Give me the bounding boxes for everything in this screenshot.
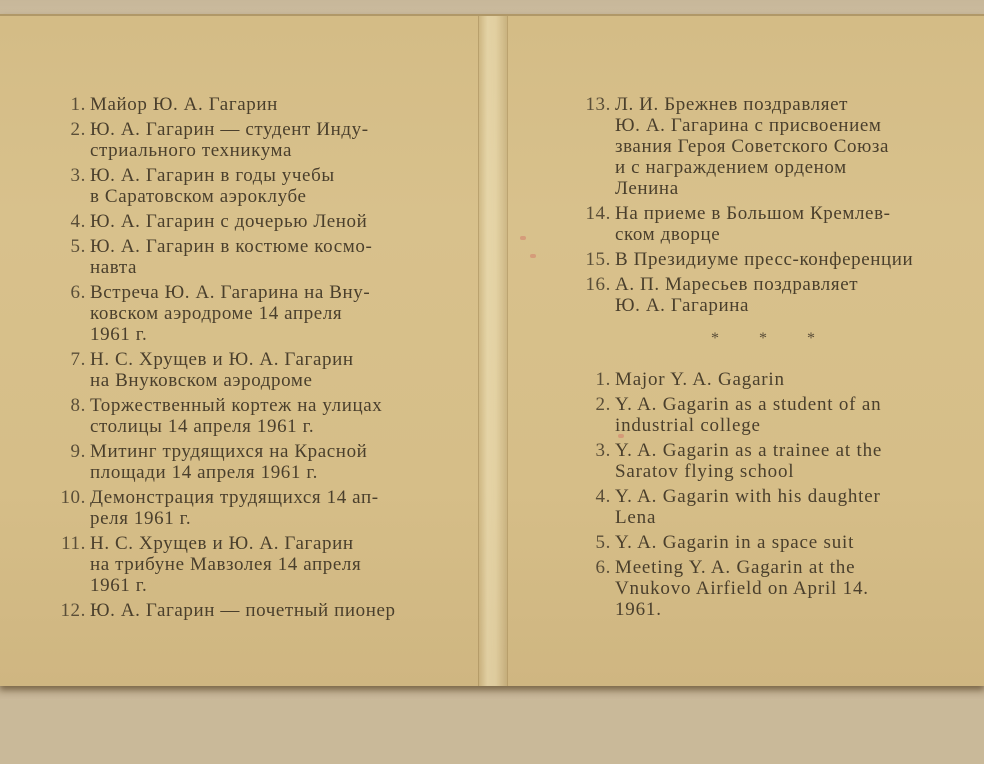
left-page [40, 94, 430, 764]
caption-line: Vnukovo Airfield on April 14. [615, 578, 869, 599]
item-number: 1. [595, 369, 611, 390]
caption-line: 1961 г. [90, 575, 148, 596]
section-separator: * * * [711, 330, 833, 347]
list-item [40, 600, 430, 621]
caption-line: Major Y. A. Gagarin [615, 369, 785, 390]
item-number: 13. [585, 94, 611, 115]
item-caption [90, 349, 430, 391]
caption-line: Ю. А. Гагарин — почетный пионер [90, 600, 396, 621]
item-number: 7. [70, 349, 86, 370]
list-item [40, 119, 430, 161]
caption-line: реля 1961 г. [90, 508, 192, 529]
caption-line: навта [90, 257, 138, 278]
item-number: 6. [70, 282, 86, 303]
item-caption [615, 94, 955, 199]
item-number: 16. [585, 274, 611, 295]
caption-line: 1961. [615, 599, 662, 620]
caption-line: Ю. А. Гагарина с присвоением [615, 115, 882, 136]
caption-line: Ю. А. Гагарин с дочерью Леной [90, 211, 368, 232]
item-caption [90, 487, 430, 529]
list-item [40, 487, 430, 529]
caption-line: Ю. А. Гагарина [615, 295, 750, 316]
item-caption [615, 394, 955, 436]
caption-line: Торжественный кортеж на улицах [90, 395, 383, 416]
caption-line: звания Героя Советского Союза [615, 136, 890, 157]
caption-line: Л. И. Брежнев поздравляет [615, 94, 849, 115]
list-item [40, 533, 430, 596]
caption-line: Н. С. Хрущев и Ю. А. Гагарин [90, 533, 354, 554]
item-number: 2. [595, 394, 611, 415]
caption-line: на Внуковском аэродроме [90, 370, 313, 391]
item-number: 11. [61, 533, 86, 554]
item-caption [615, 203, 955, 245]
item-number: 3. [595, 440, 611, 461]
item-number: 2. [70, 119, 86, 140]
caption-line: Y. A. Gagarin with his daughter [615, 486, 881, 507]
list-item [565, 203, 955, 245]
list-item [40, 395, 430, 437]
caption-line: Y. A. Gagarin in a space suit [615, 532, 855, 553]
item-caption [615, 557, 955, 620]
list-item [40, 236, 430, 278]
caption-line: industrial college [615, 415, 761, 436]
booklet-spread [0, 14, 984, 686]
list-item [565, 394, 955, 436]
caption-line: Демонстрация трудящихся 14 ап- [90, 487, 379, 508]
list-item [565, 94, 955, 199]
caption-line: в Саратовском аэроклубе [90, 186, 307, 207]
item-caption [615, 274, 955, 316]
item-caption [90, 119, 430, 161]
item-caption [615, 369, 955, 390]
caption-line: На приеме в Большом Кремлев- [615, 203, 891, 224]
stain-mark [520, 236, 526, 240]
caption-line: стриального техникума [90, 140, 293, 161]
item-caption [90, 94, 430, 115]
caption-line: Ю. А. Гагарин в костюме космо- [90, 236, 373, 257]
caption-line: Ю. А. Гагарин в годы учебы [90, 165, 335, 186]
russian-captions-continued [565, 94, 955, 316]
item-caption [90, 282, 430, 345]
list-item [40, 211, 430, 232]
stain-mark [530, 254, 536, 258]
list-item [565, 369, 955, 390]
item-number: 5. [70, 236, 86, 257]
item-number: 10. [60, 487, 86, 508]
caption-line: Н. С. Хрущев и Ю. А. Гагарин [90, 349, 354, 370]
right-page [565, 94, 955, 764]
item-caption [615, 532, 955, 553]
item-caption [90, 395, 430, 437]
list-item [40, 94, 430, 115]
caption-line: столицы 14 апреля 1961 г. [90, 416, 315, 437]
list-item [40, 349, 430, 391]
caption-line: Lena [615, 507, 657, 528]
item-caption [615, 440, 955, 482]
item-number: 6. [595, 557, 611, 578]
caption-line: Майор Ю. А. Гагарин [90, 94, 278, 115]
caption-line: на трибуне Мавзолея 14 апреля [90, 554, 362, 575]
caption-line: 1961 г. [90, 324, 148, 345]
item-caption [90, 211, 430, 232]
caption-line: Митинг трудящихся на Красной [90, 441, 368, 462]
list-item [565, 440, 955, 482]
item-number: 1. [70, 94, 86, 115]
list-item [40, 165, 430, 207]
item-number: 5. [595, 532, 611, 553]
item-number: 4. [595, 486, 611, 507]
item-caption [90, 600, 430, 621]
list-item [40, 282, 430, 345]
caption-line: площади 14 апреля 1961 г. [90, 462, 318, 483]
item-caption [90, 165, 430, 207]
caption-line: Y. A. Gagarin as a trainee at the [615, 440, 883, 461]
item-caption [615, 486, 955, 528]
booklet-spine-fold [478, 16, 508, 686]
list-item [565, 274, 955, 316]
item-number: 8. [70, 395, 86, 416]
item-number: 12. [60, 600, 86, 621]
item-number: 3. [70, 165, 86, 186]
caption-line: Ленина [615, 178, 679, 199]
item-number: 4. [70, 211, 86, 232]
caption-line: Встреча Ю. А. Гагарина на Вну- [90, 282, 371, 303]
caption-line: и с награждением орденом [615, 157, 847, 178]
item-caption [90, 236, 430, 278]
list-item [565, 249, 955, 270]
caption-line: ском дворце [615, 224, 721, 245]
caption-line: А. П. Маресьев поздравляет [615, 274, 859, 295]
caption-line: Saratov flying school [615, 461, 795, 482]
item-number: 15. [585, 249, 611, 270]
english-captions [565, 369, 955, 620]
item-caption [615, 249, 955, 270]
item-caption [90, 533, 430, 596]
caption-line: ковском аэродроме 14 апреля [90, 303, 343, 324]
caption-line: Ю. А. Гагарин — студент Инду- [90, 119, 369, 140]
list-item [565, 532, 955, 553]
caption-line: Meeting Y. A. Gagarin at the [615, 557, 856, 578]
list-item [565, 486, 955, 528]
item-number: 9. [70, 441, 86, 462]
list-item [40, 441, 430, 483]
item-number: 14. [585, 203, 611, 224]
caption-line: Y. A. Gagarin as a student of an [615, 394, 882, 415]
caption-line: В Президиуме пресс-конференции [615, 249, 914, 270]
list-item [565, 557, 955, 620]
item-caption [90, 441, 430, 483]
